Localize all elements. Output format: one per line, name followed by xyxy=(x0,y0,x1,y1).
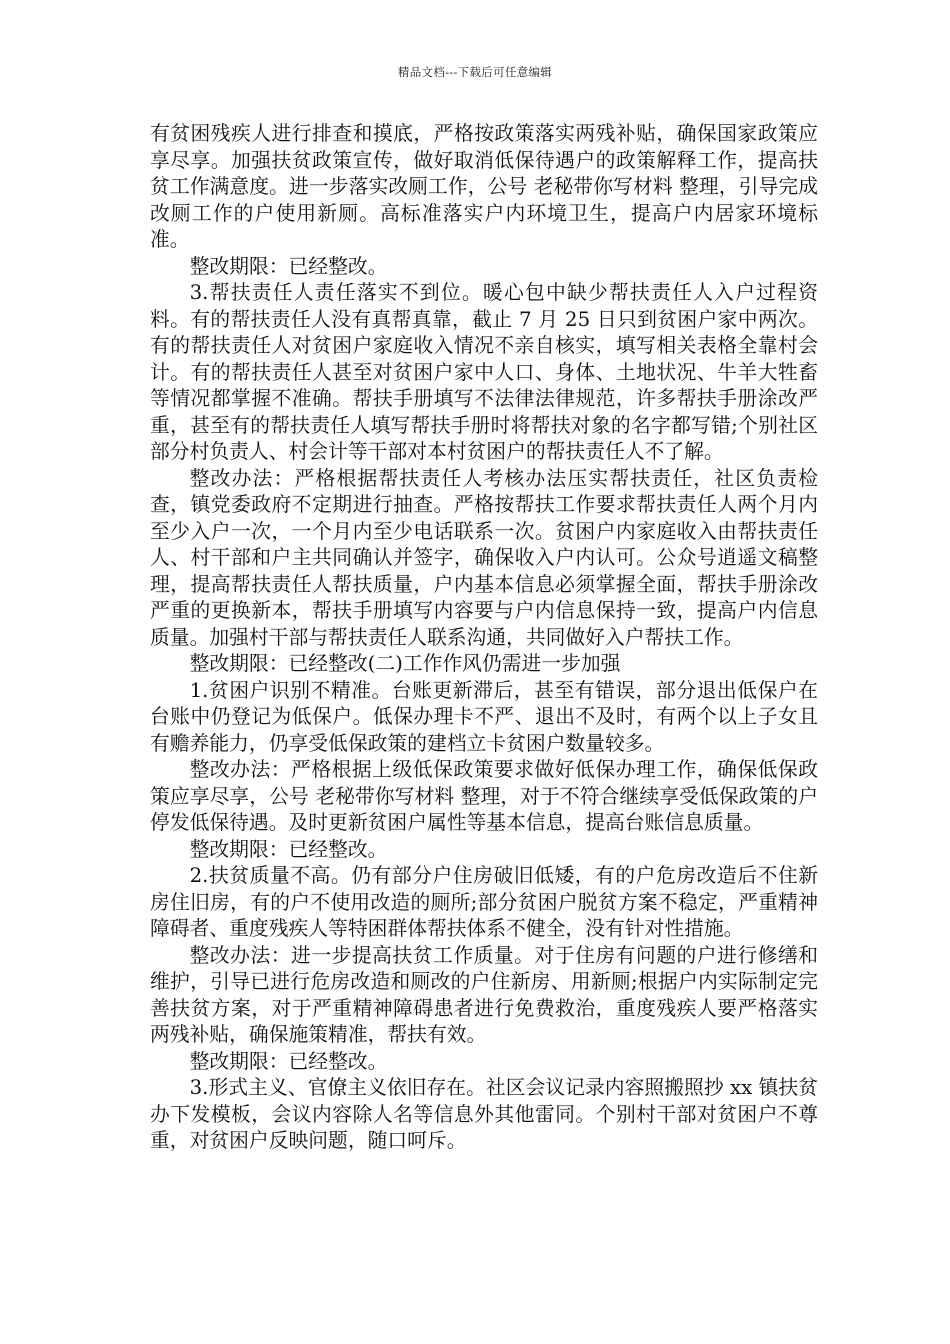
paragraph: 2.扶贫质量不高。仍有部分户住房破旧低矮，有的户危房改造后不住新房住旧房，有的户不使用改造的厕所;部分贫困户脱贫方案不稳定，严重精神障碍者、重度残疾人等特困群体帮扶体系不健全，没有针对性措施。 xyxy=(150,864,818,940)
paragraph: 整改期限：已经整改。 xyxy=(189,837,388,861)
page-header: 精品文档---下载后可任意编辑 xyxy=(397,65,553,79)
paragraph: 1.贫困户识别不精准。台账更新滞后，甚至有错误，部分退出低保户在台账中仍登记为低保户。低保办理卡不严、退出不及时，有两个以上子女且有赡养能力，仍享受低保政策的建档立卡贫困户数量较多。 xyxy=(150,678,818,755)
paragraph: 整改期限：已经整改(二)工作作风仍需进一步加强 xyxy=(189,652,621,675)
paragraph: 整改期限：已经整改。 xyxy=(189,254,388,278)
paragraph: 整改办法：进一步提高扶贫工作质量。对于住房有问题的户进行修缮和维护，引导已进行危房改造和厕改的户住新房、用新厕;根据户内实际制定完善扶贫方案，对于严重精神障碍患者进行免费救治，重度残疾人要严格落实两残补贴，确保施策精准，帮扶有效。 xyxy=(150,943,818,1046)
paragraph: 3.形式主义、官僚主义依旧存在。社区会议记录内容照搬照抄 xx 镇扶贫办下发模板，会议内容除人名等信息外其他雷同。个别村干部对贫困户不尊重，对贫困户反映问题，随口呵斥。 xyxy=(150,1076,818,1152)
paragraph: 整改办法：严格根据上级低保政策要求做好低保办理工作，确保低保政策应享尽享，公号 老秘带你写材料 整理，对于不符合继续享受低保政策的户停发低保待遇。及时更新贫困户属性等基本信息，提高台账信息质量。 xyxy=(150,758,818,834)
paragraph: 整改办法：严格根据帮扶责任人考核办法压实帮扶责任，社区负责检查，镇党委政府不定期进行抽查。严格按帮扶工作要求帮扶责任人两个月内至少入户一次，一个月内至少电话联系一次。贫困户内家庭收入由帮扶责任人、村干部和户主共同确认并签字，确保收入户内认可。公众号逍遥文稿整理，提高帮扶责任人帮扶质量，户内基本信息必须掌握全面，帮扶手册涂改严重的更换新本，帮扶手册填写内容要与户内信息保持一致，提高户内信息质量。加强村干部与帮扶责任人联系沟通，共同做好入户帮扶工作。 xyxy=(150,466,818,649)
paragraph: 有贫困残疾人进行排查和摸底，严格按政策落实两残补贴，确保国家政策应享尽享。加强扶贫政策宣传，做好取消低保待遇户的政策解释工作，提高扶贫工作满意度。进一步落实改厕工作，公号 老秘带你写材料 整理，引导完成改厕工作的户使用新厕。高标准落实户内环境卫生，提高户内居家环境标准。 xyxy=(150,122,818,251)
document-body xyxy=(150,121,818,1155)
paragraph: 3.帮扶责任人责任落实不到位。暖心包中缺少帮扶责任人入户过程资料。有的帮扶责任人没有真帮真靠，截止 7 月 25 日只到贫困户家中两次。有的帮扶责任人对贫困户家庭收入情况不亲自核实，填写相关表格全靠村会计。有的帮扶责任人甚至对贫困户家中人口、身体、土地状况、牛羊大牲畜等情况都掌握不准确。帮扶手册填写不法律法律规范，许多帮扶手册涂改严重，甚至有的帮扶责任人填写帮扶手册时将帮扶对象的名字都写错;个别社区部分村负责人、村会计等干部对本村贫困户的帮扶责任人不了解。 xyxy=(150,281,818,463)
paragraph: 整改期限：已经整改。 xyxy=(189,1049,388,1073)
